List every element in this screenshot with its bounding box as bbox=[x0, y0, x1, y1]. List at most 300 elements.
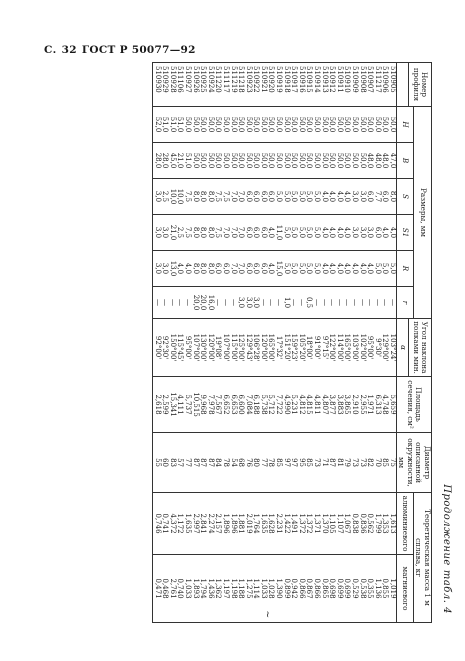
continuation-label: Продолжение bbox=[441, 484, 452, 566]
table-cell: 0,838 bbox=[350, 493, 358, 555]
table-cell: 4,0 bbox=[335, 251, 343, 287]
table-cell: 97°15' bbox=[320, 319, 328, 377]
table-cell: 511220 bbox=[214, 63, 222, 107]
table-cell: 0,866 bbox=[297, 555, 305, 623]
table-cell: 5,0 bbox=[305, 215, 313, 251]
table-row bbox=[373, 63, 381, 623]
table-cell: 5,0 bbox=[381, 251, 389, 287]
table-cell: 0,698 bbox=[328, 555, 336, 623]
table-cell: 13,0 bbox=[168, 251, 176, 287]
table-cell: 0,538 bbox=[358, 555, 366, 623]
standard-code: ГОСТ Р 50077—92 bbox=[81, 44, 196, 56]
table-cell: 1,0 bbox=[282, 287, 290, 319]
col-mass-al: алюминиевого bbox=[397, 493, 414, 555]
table-cell: 511219 bbox=[229, 63, 237, 107]
table-cell: 51,0 bbox=[168, 107, 176, 143]
table-cell: 50,0 bbox=[229, 143, 237, 179]
table-cell: 510919 bbox=[275, 63, 283, 107]
table-cell: 5,0 bbox=[297, 179, 305, 215]
table-row bbox=[206, 63, 214, 623]
table-cell: 1,628 bbox=[267, 493, 275, 555]
table-cell: 8,0 bbox=[206, 179, 214, 215]
table-cell: 4,811 bbox=[312, 377, 320, 433]
table-cell: 7,978 bbox=[206, 377, 214, 433]
table-cell: 5,712 bbox=[267, 377, 275, 433]
table-cell: 8,0 bbox=[199, 179, 207, 215]
table-cell: 125°00' bbox=[237, 319, 245, 377]
table-cell: 11,0 bbox=[275, 215, 283, 251]
table-cell: 0,5 bbox=[305, 287, 313, 319]
table-body bbox=[153, 63, 397, 623]
table-cell: 3,0 bbox=[153, 251, 161, 287]
table-row bbox=[358, 63, 366, 623]
table-cell: 3,0 bbox=[358, 215, 366, 251]
continuation-title bbox=[441, 484, 452, 614]
table-cell: — bbox=[328, 287, 336, 319]
table-cell: 1,275 bbox=[244, 555, 252, 623]
table-cell: 4,0 bbox=[320, 215, 328, 251]
table-row bbox=[328, 63, 336, 623]
table-cell: 50,0 bbox=[290, 107, 298, 143]
table-cell: 1,028 bbox=[267, 555, 275, 623]
table-cell: 2,019 bbox=[244, 493, 252, 555]
table-cell: 50,0 bbox=[252, 143, 260, 179]
table-cell: 9°30' bbox=[373, 319, 381, 377]
table-cell: 18°00' bbox=[305, 319, 313, 377]
table-cell: 1,033 bbox=[183, 555, 191, 623]
table-cell: 1,197 bbox=[221, 555, 229, 623]
table-cell: — bbox=[335, 287, 343, 319]
table-cell: 4,0 bbox=[343, 251, 351, 287]
table-cell: 7,5 bbox=[214, 179, 222, 215]
table-cell: 1,491 bbox=[290, 493, 298, 555]
table-cell: 4,0 bbox=[343, 179, 351, 215]
table-cell: 70 bbox=[373, 433, 381, 493]
table-cell: 4,0 bbox=[350, 251, 358, 287]
table-cell: 4,0 bbox=[328, 251, 336, 287]
table-cell: 50,0 bbox=[237, 107, 245, 143]
table-cell: 91°00' bbox=[312, 319, 320, 377]
col-profile-spacer bbox=[397, 63, 409, 107]
table-cell: 510924 bbox=[206, 63, 214, 107]
table-cell: 3,0 bbox=[252, 287, 260, 319]
table-cell: 17°32' bbox=[275, 319, 283, 377]
table-cell: 5,231 bbox=[290, 377, 298, 433]
table-cell: 78 bbox=[221, 433, 229, 493]
table-cell: 50,0 bbox=[358, 107, 366, 143]
table-cell: 1,114 bbox=[252, 555, 260, 623]
table-cell: 8,0 bbox=[191, 251, 199, 287]
col-R: R bbox=[397, 251, 414, 287]
table-cell: — bbox=[275, 287, 283, 319]
col-mass-group: Теоретическая масса 1 м сплава, кг bbox=[414, 493, 432, 623]
table-cell: 2,841 bbox=[199, 493, 207, 555]
table-cell: 6,0 bbox=[244, 215, 252, 251]
table-cell: 0,746 bbox=[153, 493, 161, 555]
table-cell: 51,0 bbox=[176, 107, 184, 143]
table-cell: 50,0 bbox=[191, 143, 199, 179]
table-cell: 2,274 bbox=[206, 493, 214, 555]
table-cell: 50,0 bbox=[328, 107, 336, 143]
table-cell: 5,0 bbox=[282, 251, 290, 287]
table-cell: 6,0 bbox=[259, 251, 267, 287]
table-cell: 5,0 bbox=[290, 215, 298, 251]
table-cell: 5,659 bbox=[388, 377, 396, 433]
table-cell: 5,0 bbox=[312, 179, 320, 215]
table-cell: 7,0 bbox=[229, 215, 237, 251]
table-cell: 85 bbox=[381, 433, 389, 493]
table-cell: 4,0 bbox=[335, 179, 343, 215]
table-cell: 1,107 bbox=[335, 493, 343, 555]
table-cell: 50,0 bbox=[259, 143, 267, 179]
table-cell: — bbox=[373, 287, 381, 319]
table-cell: 7,0 bbox=[229, 251, 237, 287]
table-cell: 1,436 bbox=[206, 555, 214, 623]
table-cell: 120°00' bbox=[206, 319, 214, 377]
table-cell: 73 bbox=[350, 433, 358, 493]
table-cell: 1,764 bbox=[252, 493, 260, 555]
table-cell: — bbox=[320, 287, 328, 319]
table-cell: 4,807 bbox=[320, 377, 328, 433]
table-cell: 6,188 bbox=[252, 377, 260, 433]
table-cell: 510928 bbox=[168, 63, 176, 107]
table-row bbox=[221, 63, 229, 623]
table-cell: 50,0 bbox=[199, 107, 207, 143]
table-cell: 50,0 bbox=[206, 143, 214, 179]
page-mark: ~ bbox=[262, 610, 272, 618]
table-cell: — bbox=[183, 287, 191, 319]
table-cell: 4,990 bbox=[282, 377, 290, 433]
table-cell: 1,198 bbox=[229, 555, 237, 623]
table-cell: 28,0 bbox=[153, 143, 161, 179]
rotated-table-region bbox=[52, 62, 452, 622]
table-cell: 1,188 bbox=[237, 555, 245, 623]
table-cell: 1,105 bbox=[328, 493, 336, 555]
table-cell: 0,866 bbox=[312, 555, 320, 623]
table-cell: 84 bbox=[214, 433, 222, 493]
table-cell: 50,0 bbox=[221, 107, 229, 143]
table-cell: 50,0 bbox=[373, 107, 381, 143]
table-cell: 0,468 bbox=[161, 555, 169, 623]
table-cell: 6,0 bbox=[259, 179, 267, 215]
col-B: B bbox=[397, 143, 414, 179]
table-cell: 1,896 bbox=[229, 493, 237, 555]
table-cell: 47,0 bbox=[388, 143, 396, 179]
table-cell: 50,0 bbox=[275, 143, 283, 179]
table-cell: 103°24' bbox=[388, 319, 396, 377]
table-row bbox=[267, 63, 275, 623]
table-cell: — bbox=[176, 287, 184, 319]
table-row bbox=[381, 63, 389, 623]
table-cell: 73 bbox=[358, 433, 366, 493]
table-cell: 5,0 bbox=[305, 179, 313, 215]
table-row bbox=[161, 63, 169, 623]
table-cell: 2,5 bbox=[161, 179, 169, 215]
table-cell: 50,0 bbox=[350, 143, 358, 179]
col-dimensions: Размеры, мм bbox=[414, 107, 432, 319]
table-cell: 0,740 bbox=[176, 555, 184, 623]
table-cell: 55 bbox=[153, 433, 161, 493]
table-cell: 4,0 bbox=[267, 215, 275, 251]
table-cell: 7,0 bbox=[229, 179, 237, 215]
table-cell: 510910 bbox=[343, 63, 351, 107]
table-cell: 4,0 bbox=[320, 251, 328, 287]
table-cell: 4,0 bbox=[328, 215, 336, 251]
table-cell: 6,0 bbox=[259, 215, 267, 251]
table-cell: 50,0 bbox=[214, 143, 222, 179]
table-cell: 0,471 bbox=[153, 555, 161, 623]
table-cell: 92°30' bbox=[161, 319, 169, 377]
table-row bbox=[168, 63, 176, 623]
table-cell: 7,5 bbox=[183, 179, 191, 215]
table-cell: — bbox=[229, 287, 237, 319]
table-cell: 122°00' bbox=[328, 319, 336, 377]
table-cell: 2,997 bbox=[191, 493, 199, 555]
table-cell: 87 bbox=[206, 433, 214, 493]
table-cell: 510909 bbox=[350, 63, 358, 107]
table-cell: 7,567 bbox=[214, 377, 222, 433]
table-cell: 6,600 bbox=[237, 377, 245, 433]
table-cell: 21,0 bbox=[168, 215, 176, 251]
table-cell: 50,0 bbox=[221, 143, 229, 179]
table-cell: 7,084 bbox=[244, 377, 252, 433]
table-row bbox=[366, 63, 374, 623]
table-cell: 83 bbox=[168, 433, 176, 493]
table-cell: 107°00' bbox=[191, 319, 199, 377]
table-cell: 7,7 bbox=[373, 179, 381, 215]
table-row bbox=[312, 63, 320, 623]
table-cell: 5,0 bbox=[305, 251, 313, 287]
table-cell: 511117 bbox=[221, 63, 229, 107]
table-cell: 4,0 bbox=[388, 215, 396, 251]
table-cell: 106°28' bbox=[252, 319, 260, 377]
table-cell: 50,0 bbox=[290, 143, 298, 179]
table-cell: 95°00' bbox=[366, 319, 374, 377]
table-cell: 107°00' bbox=[221, 319, 229, 377]
table-cell: 78 bbox=[267, 433, 275, 493]
table-cell: 19°08' bbox=[214, 319, 222, 377]
table-cell: 159°23' bbox=[290, 319, 298, 377]
table-cell: 4,0 bbox=[176, 251, 184, 287]
table-cell: 1,067 bbox=[343, 493, 351, 555]
table-cell: 510905 bbox=[388, 63, 396, 107]
table-cell: 4,0 bbox=[320, 179, 328, 215]
table-cell: 50,0 bbox=[358, 143, 366, 179]
table-cell: 4,812 bbox=[297, 377, 305, 433]
table-cell: 87 bbox=[191, 433, 199, 493]
table-cell: 4,815 bbox=[305, 377, 313, 433]
table-cell: 0,942 bbox=[290, 555, 298, 623]
table-cell: 50,0 bbox=[183, 107, 191, 143]
table-row bbox=[199, 63, 207, 623]
table-cell: 87 bbox=[328, 433, 336, 493]
table-cell: — bbox=[214, 287, 222, 319]
table-cell: 7,5 bbox=[221, 179, 229, 215]
table-cell: 0,699 bbox=[343, 555, 351, 623]
table-cell: 510906 bbox=[381, 63, 389, 107]
table-cell: 510912 bbox=[328, 63, 336, 107]
table-cell: 50,0 bbox=[237, 143, 245, 179]
table-cell: 8,0 bbox=[388, 179, 396, 215]
table-cell: 6,0 bbox=[214, 251, 222, 287]
table-cell: 50,0 bbox=[214, 107, 222, 143]
table-cell: 0,529 bbox=[350, 555, 358, 623]
table-row bbox=[244, 63, 252, 623]
table-cell: 510913 bbox=[320, 63, 328, 107]
table-cell: 6,0 bbox=[244, 251, 252, 287]
table-cell: 51,0 bbox=[183, 143, 191, 179]
table-cell: 3,0 bbox=[237, 287, 245, 319]
col-perimeter: Диаметр описанной окружности, мм bbox=[397, 433, 432, 493]
table-cell: 20,0 bbox=[199, 287, 207, 319]
table-cell: 0,836 bbox=[358, 493, 366, 555]
table-cell: 0,855 bbox=[381, 555, 389, 623]
table-cell: 3,865 bbox=[343, 377, 351, 433]
table-row bbox=[183, 63, 191, 623]
table-cell: 10,0 bbox=[168, 179, 176, 215]
table-cell: 50,0 bbox=[267, 107, 275, 143]
table-cell: 10,515 bbox=[191, 377, 199, 433]
table-cell: 114°00' bbox=[335, 319, 343, 377]
table-cell: 6,0 bbox=[252, 179, 260, 215]
table-cell: — bbox=[267, 287, 275, 319]
table-cell: 85 bbox=[305, 433, 313, 493]
table-cell: 5,0 bbox=[312, 215, 320, 251]
table-cell: 50,0 bbox=[282, 143, 290, 179]
table-cell: 50,0 bbox=[366, 107, 374, 143]
table-cell: 8,0 bbox=[206, 251, 214, 287]
table-cell: 4,0 bbox=[335, 215, 343, 251]
table-cell: 510920 bbox=[267, 63, 275, 107]
table-cell: 129°00' bbox=[381, 319, 389, 377]
table-cell: 57 bbox=[176, 433, 184, 493]
table-cell: 95 bbox=[297, 433, 305, 493]
table-cell: 0,867 bbox=[305, 555, 313, 623]
table-cell: 3,0 bbox=[161, 251, 169, 287]
table-number: табл. 4 bbox=[441, 569, 452, 614]
table-cell: — bbox=[161, 287, 169, 319]
table-cell: 6,313 bbox=[373, 377, 381, 433]
table-cell: 50,0 bbox=[350, 107, 358, 143]
table-row bbox=[259, 63, 267, 623]
table-row bbox=[388, 63, 396, 623]
table-cell: 50,0 bbox=[191, 107, 199, 143]
table-cell: 8,0 bbox=[199, 215, 207, 251]
table-cell: 5,0 bbox=[275, 179, 283, 215]
table-cell: 1,635 bbox=[259, 493, 267, 555]
table-cell: 81 bbox=[335, 433, 343, 493]
table-cell: 510927 bbox=[183, 63, 191, 107]
table-cell: 50,0 bbox=[388, 107, 396, 143]
table-cell: 5,738 bbox=[259, 377, 267, 433]
table-cell: 3,883 bbox=[335, 377, 343, 433]
table-cell: 50,0 bbox=[320, 107, 328, 143]
table-cell: 50,0 bbox=[199, 143, 207, 179]
table-cell: — bbox=[343, 287, 351, 319]
table-cell: 77 bbox=[259, 433, 267, 493]
table-cell: 71 bbox=[320, 433, 328, 493]
table-cell: 130°00' bbox=[199, 319, 207, 377]
table-cell: 6,0 bbox=[373, 215, 381, 251]
table-cell: 511217 bbox=[373, 63, 381, 107]
table-cell: 0,865 bbox=[320, 555, 328, 623]
col-alpha-group: Угол наклона полками мин. bbox=[409, 319, 432, 377]
table-cell: 3,0 bbox=[358, 179, 366, 215]
table-cell: 5,0 bbox=[290, 179, 298, 215]
table-cell: 73 bbox=[312, 433, 320, 493]
table-cell: 2,761 bbox=[168, 555, 176, 623]
table-cell: 2,157 bbox=[214, 493, 222, 555]
table-cell: 510918 bbox=[282, 63, 290, 107]
table-cell: 92°00' bbox=[153, 319, 161, 377]
table-cell: 1,613 bbox=[388, 493, 396, 555]
table-cell: 1,422 bbox=[282, 493, 290, 555]
table-cell: 6,0 bbox=[244, 179, 252, 215]
table-cell: 7,5 bbox=[214, 215, 222, 251]
table-cell: 2,231 bbox=[275, 493, 283, 555]
table-cell: 50,0 bbox=[320, 143, 328, 179]
table-cell: 2,599 bbox=[161, 377, 169, 433]
table-row bbox=[282, 63, 290, 623]
table-cell: 8,0 bbox=[199, 251, 207, 287]
table-cell: 50,0 bbox=[328, 143, 336, 179]
table-cell: 4,372 bbox=[168, 493, 176, 555]
table-cell: 1,172 bbox=[176, 493, 184, 555]
table-cell: 87 bbox=[199, 433, 207, 493]
table-cell: 5,0 bbox=[388, 251, 396, 287]
table-cell: — bbox=[221, 287, 229, 319]
table-cell: 1,390 bbox=[275, 555, 283, 623]
table-cell: 6,653 bbox=[229, 377, 237, 433]
table-cell: 76 bbox=[244, 433, 252, 493]
table-cell: 0,899 bbox=[282, 555, 290, 623]
table-cell: 150°00' bbox=[168, 319, 176, 377]
table-cell: 7,0 bbox=[221, 215, 229, 251]
table-cell: 510930 bbox=[153, 63, 161, 107]
table-cell: 103°00' bbox=[350, 319, 358, 377]
table-cell: 120°00' bbox=[259, 319, 267, 377]
table-cell: 50,0 bbox=[335, 107, 343, 143]
table-cell: 4,111 bbox=[176, 377, 184, 433]
table-cell: 4,0 bbox=[366, 251, 374, 287]
table-cell: — bbox=[297, 287, 305, 319]
table-row bbox=[350, 63, 358, 623]
table-cell: 5,0 bbox=[312, 251, 320, 287]
table-cell: 510925 bbox=[199, 63, 207, 107]
table-cell: 510917 bbox=[290, 63, 298, 107]
table-row bbox=[290, 63, 298, 623]
table-cell: 0,355 bbox=[366, 555, 374, 623]
table-cell: 1,896 bbox=[221, 493, 229, 555]
col-S1: S1 bbox=[397, 215, 414, 251]
table-cell: 1,371 bbox=[312, 493, 320, 555]
table-cell: 7,5 bbox=[183, 215, 191, 251]
table-cell: 1,033 bbox=[259, 555, 267, 623]
table-cell: 3,877 bbox=[328, 377, 336, 433]
table-cell: 5,0 bbox=[297, 215, 305, 251]
table-cell: 51,0 bbox=[161, 107, 169, 143]
table-cell: — bbox=[366, 287, 374, 319]
table-cell: 50,0 bbox=[312, 143, 320, 179]
table-cell: 50,0 bbox=[206, 107, 214, 143]
table-cell: 52,0 bbox=[153, 107, 161, 143]
table-cell: 3,0 bbox=[244, 287, 252, 319]
table-cell: 50,0 bbox=[335, 143, 343, 179]
table-cell: 1,362 bbox=[214, 555, 222, 623]
table-cell: — bbox=[350, 287, 358, 319]
table-cell: 510916 bbox=[297, 63, 305, 107]
table-cell: — bbox=[153, 287, 161, 319]
